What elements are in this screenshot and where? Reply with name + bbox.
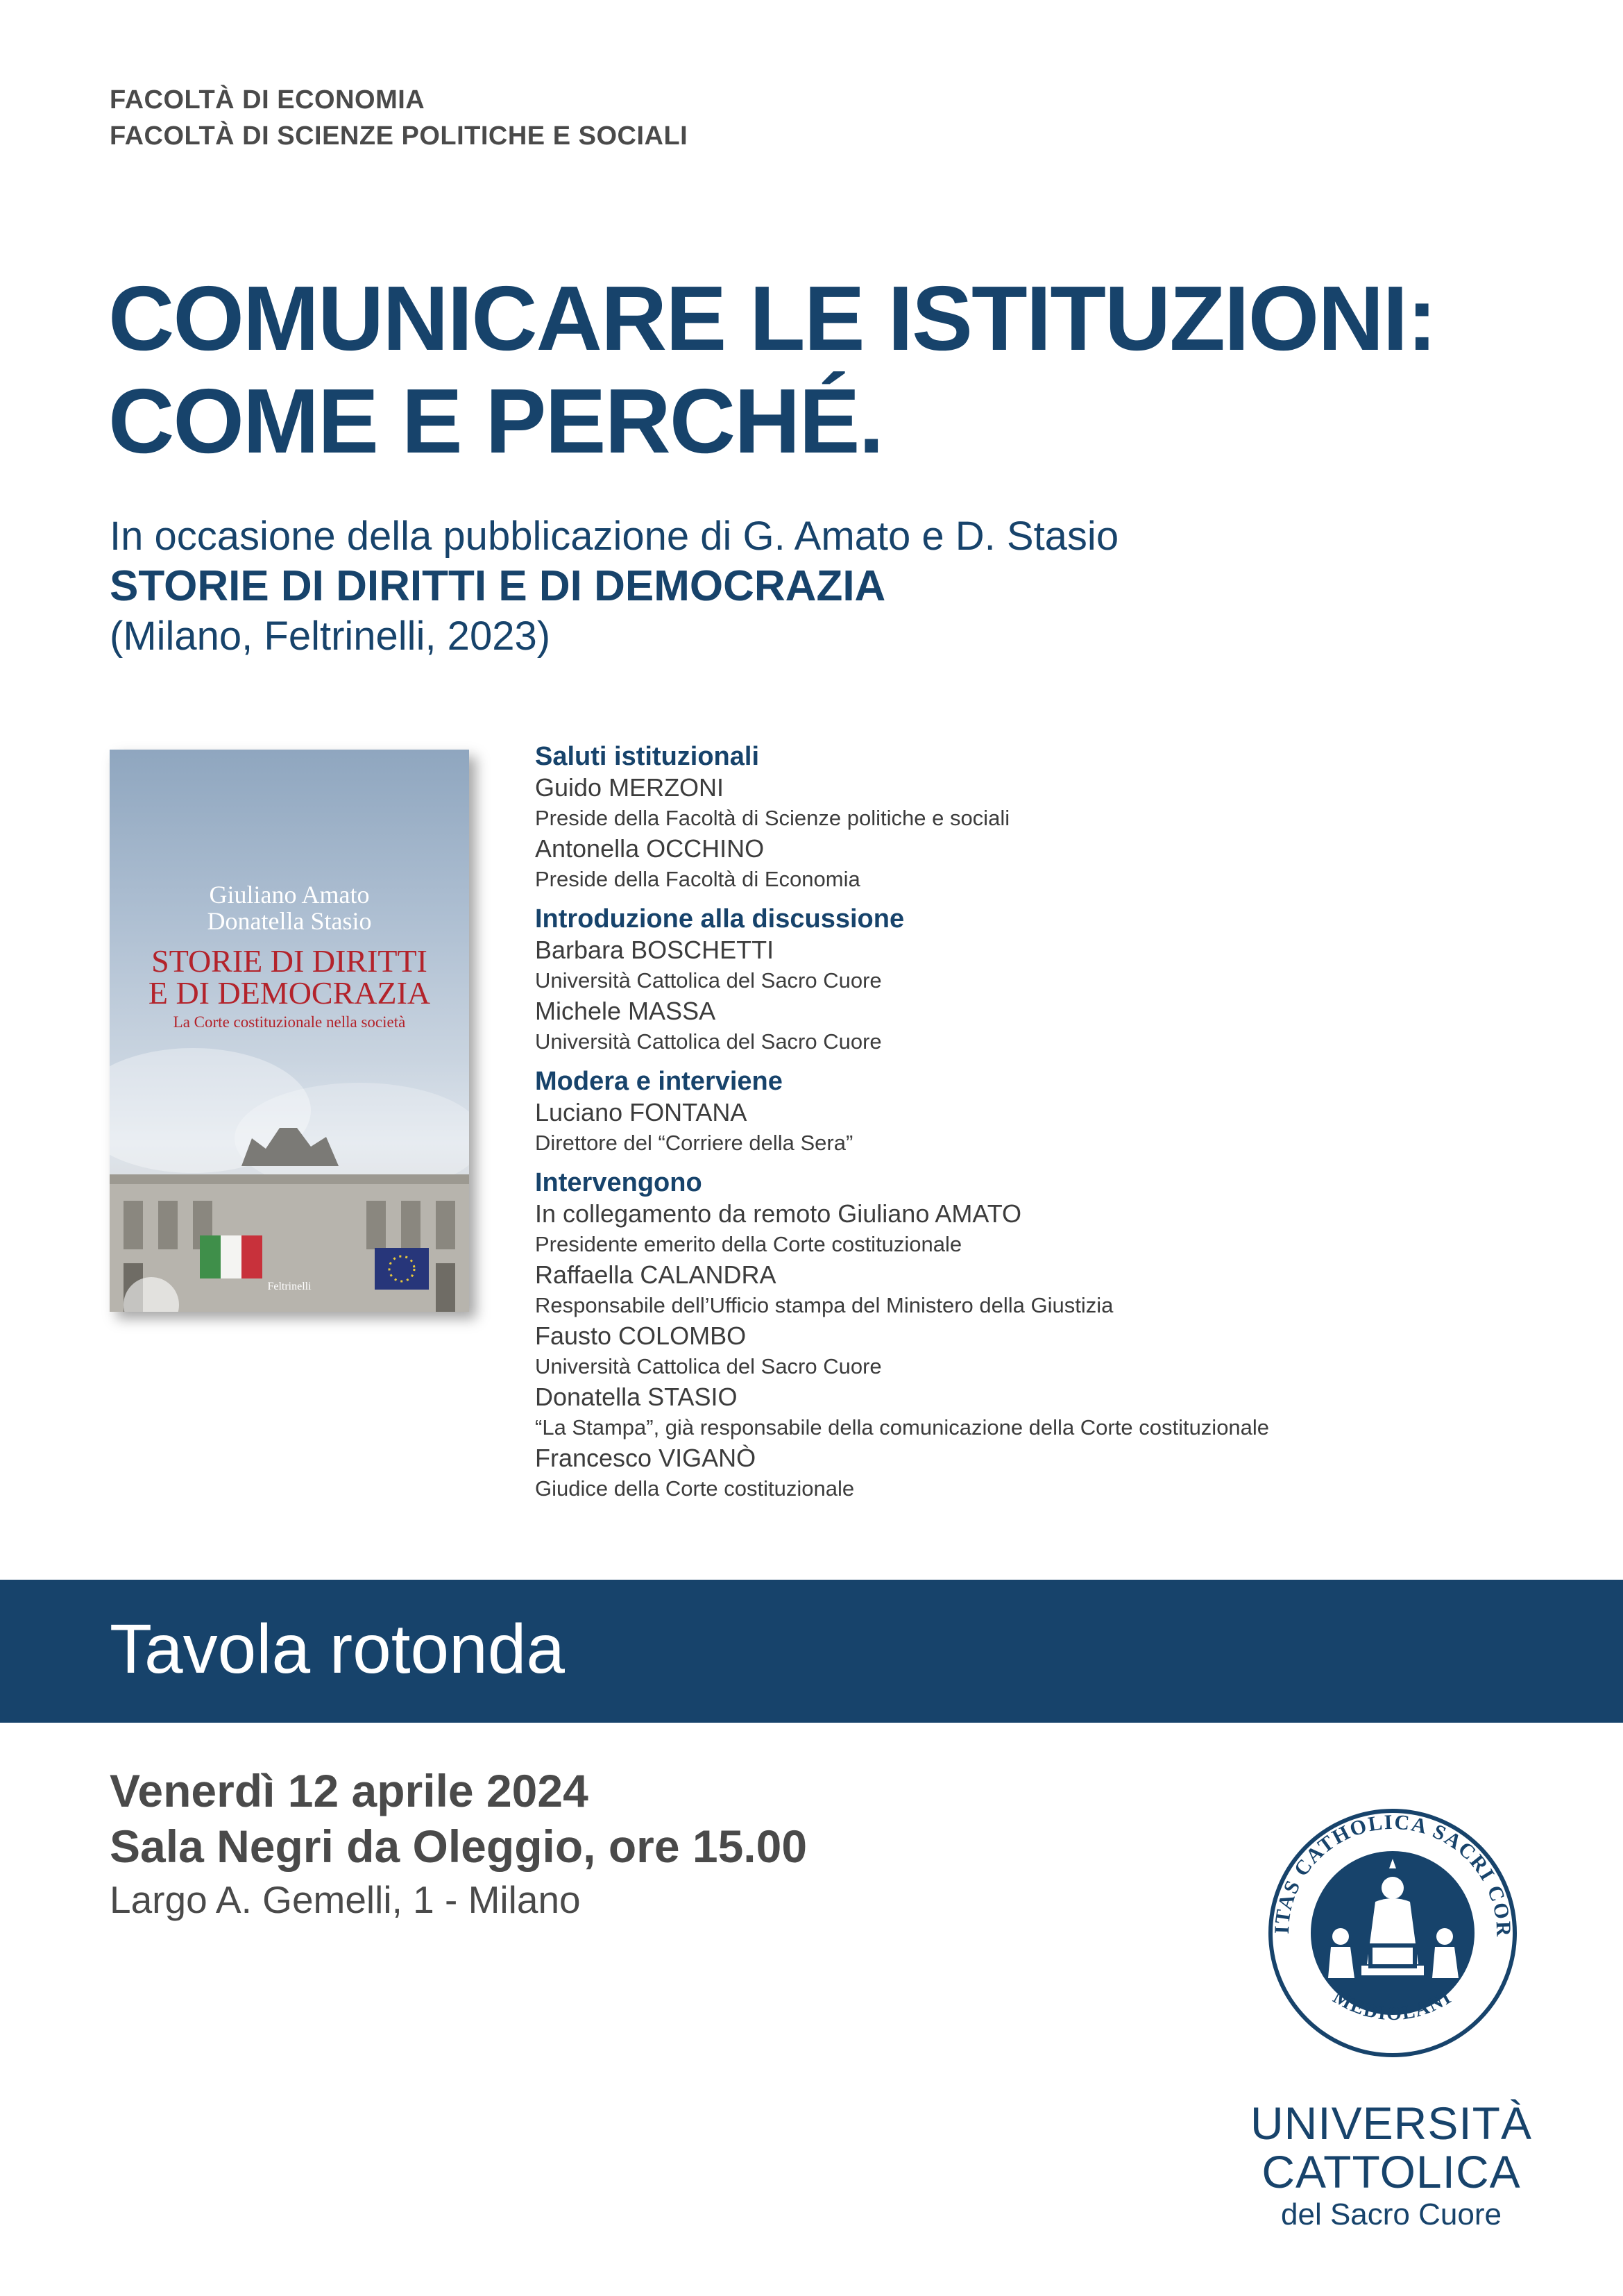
title-line-2: COME E PERCHÉ. bbox=[108, 370, 883, 472]
university-name-line-2: CATTOLICA bbox=[1261, 2146, 1521, 2197]
speaker-name: Francesco VIGANÒ bbox=[535, 1444, 756, 1472]
faculty-economics: FACOLTÀ DI ECONOMIA bbox=[110, 85, 425, 115]
cover-title-line-1: STORIE DI DIRITTI bbox=[151, 943, 427, 979]
program-list bbox=[535, 740, 1590, 1505]
cover-authors bbox=[110, 881, 469, 934]
speaker-role: Università Cattolica del Sacro Cuore bbox=[535, 1029, 882, 1054]
speaker-role: Università Cattolica del Sacro Cuore bbox=[535, 968, 882, 993]
title-line-1: COMUNICARE LE ISTITUZIONI: bbox=[108, 267, 1436, 369]
book-publication: (Milano, Feltrinelli, 2023) bbox=[110, 614, 551, 659]
speaker-role: Preside della Facoltà di Economia bbox=[535, 867, 860, 891]
university-name-line-3: del Sacro Cuore bbox=[1281, 2197, 1502, 2231]
event-type-label: Tavola rotonda bbox=[110, 1610, 566, 1688]
cover-title bbox=[110, 945, 469, 1009]
speaker-name: Luciano FONTANA bbox=[535, 1098, 747, 1126]
speaker-name: Raffaella CALANDRA bbox=[535, 1260, 776, 1289]
seal-emblem-icon bbox=[1264, 1805, 1521, 2061]
section-label: Saluti istituzionali bbox=[535, 742, 760, 771]
event-title bbox=[108, 267, 1436, 473]
section-label: Intervengono bbox=[535, 1168, 702, 1197]
speaker-role: Giudice della Corte costituzionale bbox=[535, 1476, 855, 1501]
cover-publisher: Feltrinelli bbox=[267, 1281, 312, 1292]
book-cover bbox=[110, 750, 469, 1312]
university-logotype bbox=[1249, 2099, 1533, 2234]
occasion-intro: In occasione della pubblicazione di G. Amato e D. Stasio bbox=[110, 514, 1119, 559]
speaker-name: Antonella OCCHINO bbox=[535, 834, 765, 863]
university-seal bbox=[1264, 1805, 1521, 2061]
speaker-role: Responsabile dell’Ufficio stampa del Ministero della Giustizia bbox=[535, 1293, 1114, 1317]
speaker-name: Barbara BOSCHETTI bbox=[535, 936, 774, 964]
event-date: Venerdì 12 aprile 2024 bbox=[110, 1765, 588, 1816]
faculty-political-science: FACOLTÀ DI SCIENZE POLITICHE E SOCIALI bbox=[110, 121, 688, 151]
speaker-role: Direttore del “Corriere della Sera” bbox=[535, 1131, 853, 1155]
section-label: Modera e interviene bbox=[535, 1067, 783, 1096]
cover-subtitle: La Corte costituzionale nella società bbox=[173, 1013, 406, 1031]
speaker-role: “La Stampa”, già responsabile della comunicazione della Corte costituzionale bbox=[535, 1415, 1270, 1440]
speaker-name: Guido MERZONI bbox=[535, 773, 724, 802]
cover-author-1: Giuliano Amato bbox=[209, 881, 370, 909]
book-title: STORIE DI DIRITTI E DI DEMOCRAZIA bbox=[110, 562, 886, 610]
seal-motto: ITAS CATHOLICA SACRI COR bbox=[1270, 1810, 1515, 1939]
event-place: Sala Negri da Oleggio, ore 15.00 bbox=[110, 1821, 808, 1872]
speaker-name: Fausto COLOMBO bbox=[535, 1322, 747, 1350]
seal-city: MEDIOLANI bbox=[1329, 1986, 1456, 2025]
event-type-band bbox=[0, 1580, 1623, 1723]
event-details bbox=[110, 1763, 807, 1925]
faculty-header bbox=[110, 82, 688, 154]
section-label: Introduzione alla discussione bbox=[535, 904, 905, 934]
university-name-line-1: UNIVERSITÀ bbox=[1250, 2097, 1533, 2149]
cover-author-2: Donatella Stasio bbox=[207, 907, 372, 935]
speaker-name: In collegamento da remoto Giuliano AMATO bbox=[535, 1199, 1022, 1228]
speaker-role: Preside della Facoltà di Scienze politiche e sociali bbox=[535, 806, 1010, 830]
event-address: Largo A. Gemelli, 1 - Milano bbox=[110, 1878, 581, 1921]
speaker-role: Presidente emerito della Corte costituzionale bbox=[535, 1232, 962, 1256]
speaker-name: Donatella STASIO bbox=[535, 1383, 738, 1411]
cover-title-line-2: E DI DEMOCRAZIA bbox=[148, 975, 431, 1011]
speaker-role: Università Cattolica del Sacro Cuore bbox=[535, 1354, 882, 1378]
occasion-block bbox=[110, 512, 1119, 661]
speaker-name: Michele MASSA bbox=[535, 997, 716, 1025]
